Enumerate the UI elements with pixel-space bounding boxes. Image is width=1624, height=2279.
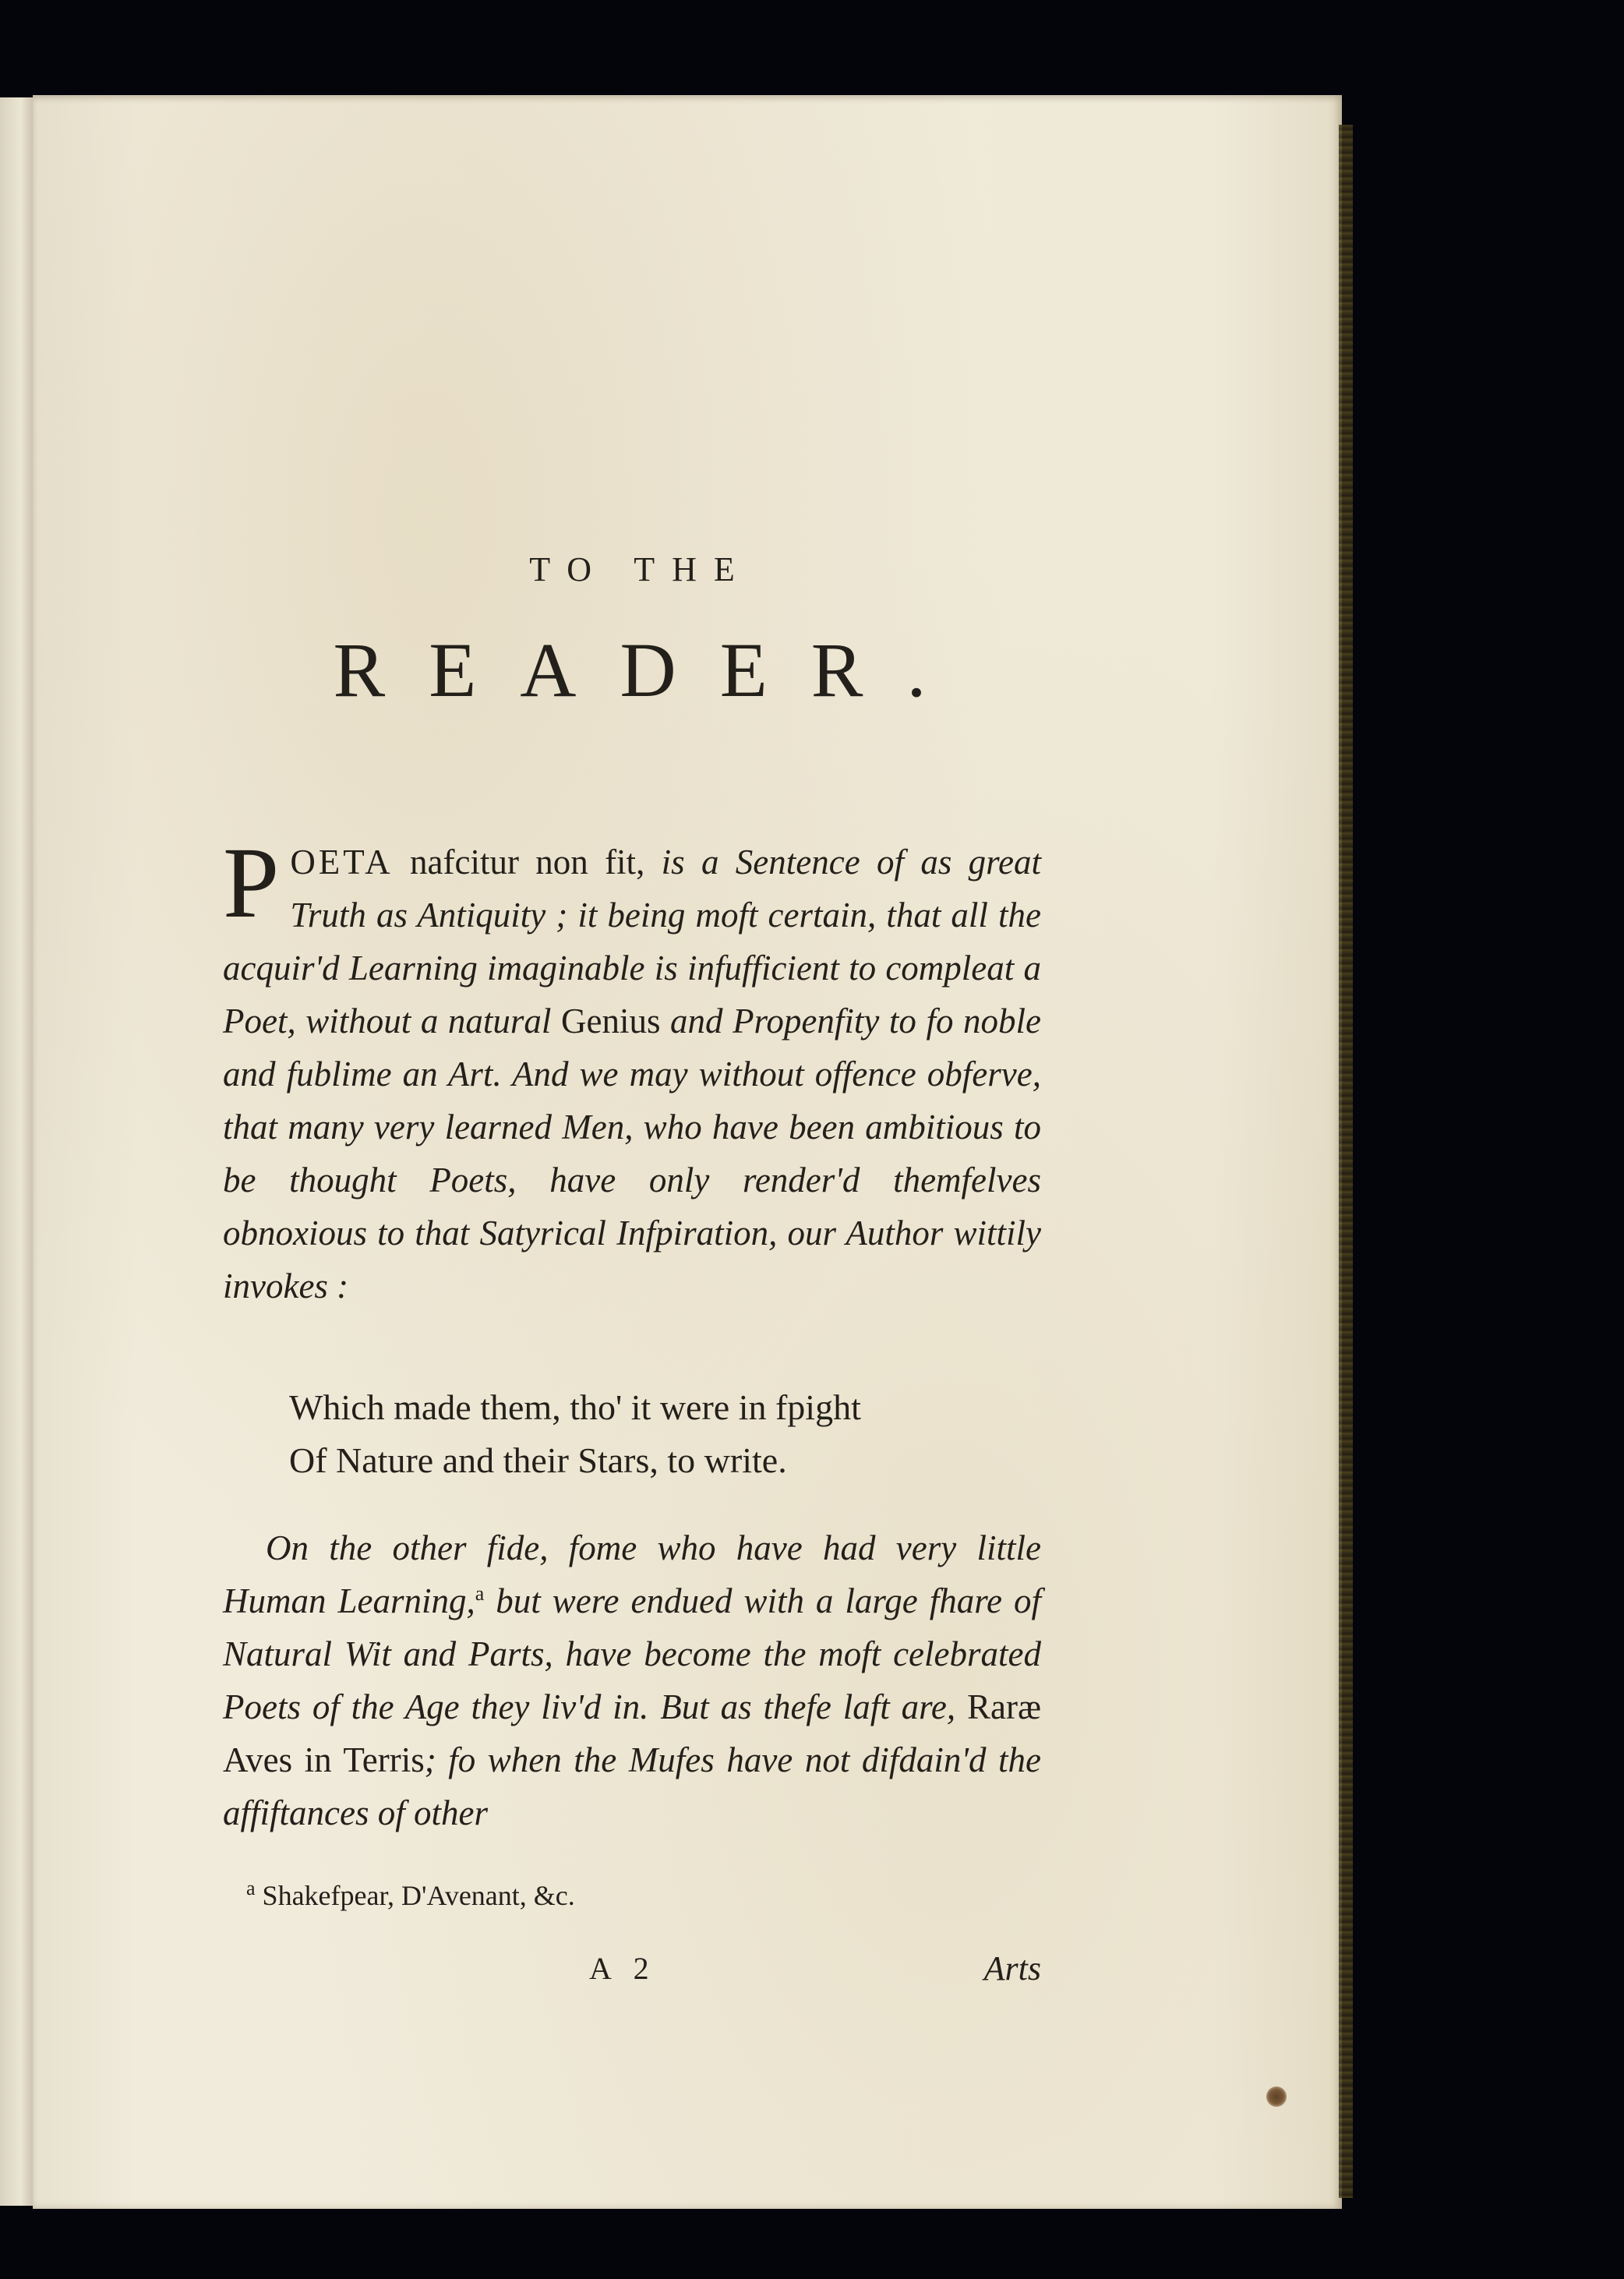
verse-line-2: Of Nature and their Stars, to write. <box>289 1440 787 1480</box>
paragraph-2-text-c: ; fo when the Mufes have not difdain'd the affiftances of other <box>223 1740 1041 1832</box>
paragraph-1-text-b: and Propenfity to fo noble and fublime an Art. And we may without offence obferve, that many very learned Men, who have been ambitious to be thought Poets, have only render'd themfelves obnoxious to that Satyrical Infpiration, our Author wittily invokes : <box>223 1002 1041 1306</box>
verse-line-1: Which made them, tho' it were in fpight <box>289 1387 861 1427</box>
paragraph-2-text-a: On the other fide, fome who have had very little Human Learning, <box>223 1528 1041 1620</box>
footnote-reference: a <box>475 1582 485 1605</box>
left-page-edge <box>0 97 36 2206</box>
book-page <box>33 95 1342 2209</box>
signature-mark: A 2 <box>589 1951 657 1986</box>
latin-phrase: nafcitur non fit, <box>393 843 645 882</box>
opening-caps: OETA <box>290 843 394 882</box>
paragraph-1 <box>223 827 1041 1313</box>
phrase-rarae-aves: Raræ Aves in Terris <box>223 1687 1041 1779</box>
footnote-mark: a <box>246 1877 256 1899</box>
paragraph-2 <box>223 1521 1041 1839</box>
word-genius: Genius <box>560 1002 661 1041</box>
paper-stain <box>1266 2086 1287 2107</box>
drop-cap: P <box>223 827 280 939</box>
page-edge-right <box>1339 125 1353 2198</box>
heading-to-the: TO THE <box>529 550 752 588</box>
catchword: Arts <box>983 1949 1041 1988</box>
verse-quotation <box>289 1381 1029 1487</box>
footnote <box>246 1876 1026 1915</box>
footnote-text: Shakefpear, D'Avenant, &c. <box>255 1880 575 1911</box>
paragraph-1-text-a: is a Sentence of as great Truth as Antiquity ; it being moft certain, that all the acquir'd Learning imaginable is infufficient to compleat a Poet, without a natural <box>223 843 1041 1041</box>
paragraph-2-text-b: but were endued with a large fhare of Natural Wit and Parts, have become the moft celebrated Poets of the Age they liv'd in. But as thefe laft are, <box>223 1581 1041 1726</box>
heading-reader: READER. <box>333 627 970 713</box>
